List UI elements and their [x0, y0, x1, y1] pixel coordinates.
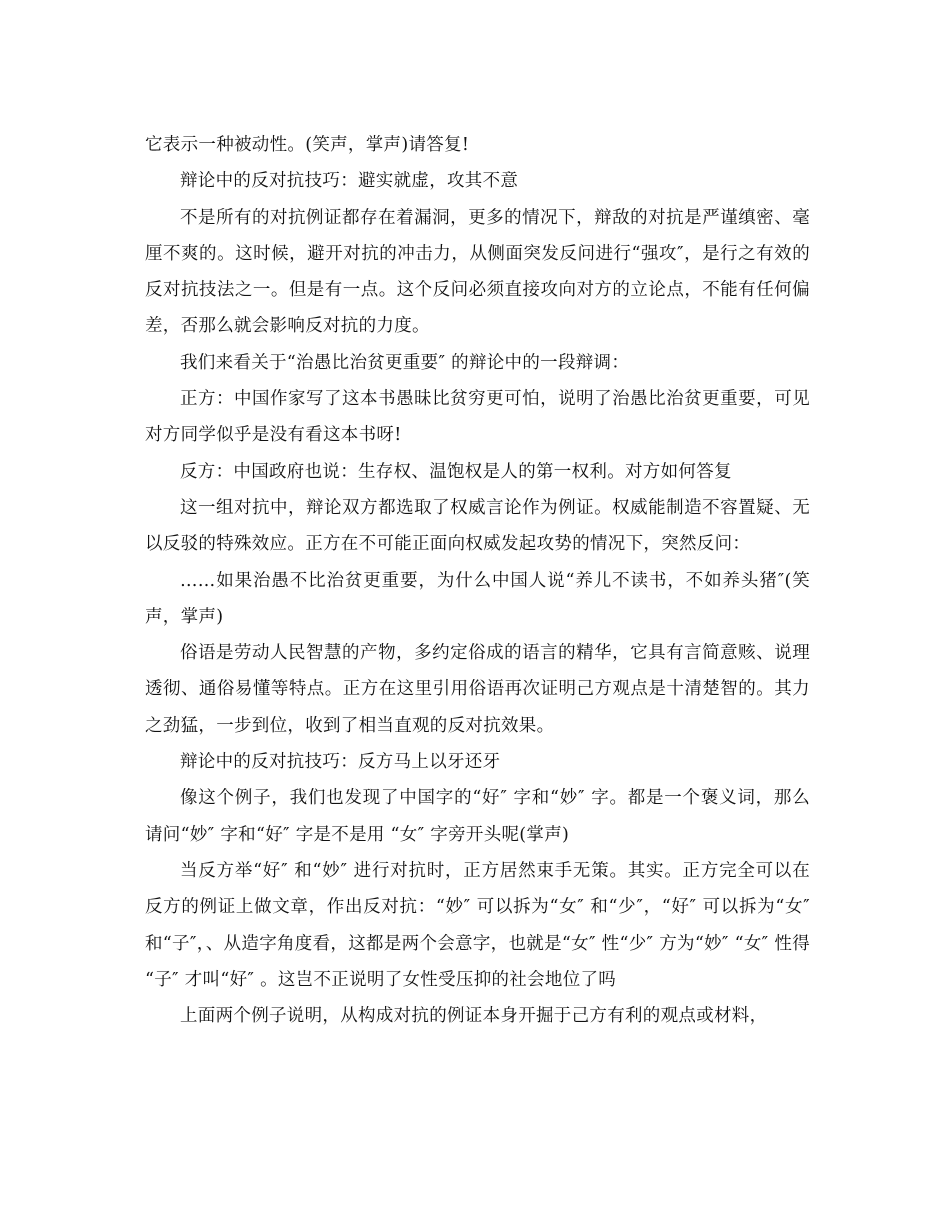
paragraph: 上面两个例子说明，从构成对抗的例证本身开掘于己方有利的观点或材料，	[180, 1006, 768, 1027]
paragraph-affirmative-speech: 正方：中国作家写了这本书愚昧比贫穷更可怕，说明了治愚比治贫更重要，可见对方同学似乎是没有看这本书呀!	[145, 389, 810, 446]
paragraph-quote: ……如果治愚不比治贫更重要，为什么中国人说“养儿不读书，不如养头猪″(笑声，掌声)	[145, 570, 810, 627]
section-heading-retaliate: 辩论中的反对抗技巧：反方马上以牙还牙	[180, 752, 501, 773]
paragraph: 俗语是劳动人民智慧的产物，多约定俗成的语言的精华，它具有言简意赅、说理透彻、通俗易懂等特点。正方在这里引用俗语再次证明己方观点是十清楚智的。其力之劲猛，一步到位，收到了相当直观的反对抗效果。	[145, 643, 810, 736]
document-body	[145, 127, 810, 1034]
paragraph: 不是所有的对抗例证都存在着漏洞，更多的情况下，辩敌的对抗是严谨缜密、毫厘不爽的。这时候，避开对抗的冲击力，从侧面突发反问进行“强攻″，是行之有效的反对抗技法之一。但是有一点。这个反问必须直接攻向对方的立论点，不能有任何偏差，否那么就会影响反对抗的力度。	[145, 207, 810, 337]
paragraph: 这一组对抗中，辩论双方都选取了权威言论作为例证。权威能制造不容置疑、无以反驳的特殊效应。正方在不可能正面向权威发起攻势的情况下，突然反问：	[145, 497, 810, 555]
paragraph: 我们来看关于“治愚比治贫更重要″ 的辩论中的一段辩调：	[180, 352, 630, 373]
paragraph-negative-speech: 反方：中国政府也说：生存权、温饱权是人的第一权利。对方如何答复	[180, 461, 732, 482]
paragraph-continuation: 它表示一种被动性。(笑声，掌声)请答复!	[145, 135, 470, 155]
section-heading-avoid-real: 辩论中的反对抗技巧：避实就虚，攻其不意	[180, 171, 519, 192]
paragraph: 当反方举“好″ 和“妙″ 进行对抗时，正方居然束手无策。其实。正方完全可以在反方的例证上做文章，作出反对抗：“妙″ 可以拆为“女″ 和“少″，“好″ 可以拆为“女″ 和“子″，、从造字角度看，这都是两个会意字，也就是“女″ 性“少″ 方为“妙″ “女″ 性得 “子″ 才叫“好″ 。这岂不正说明了女性受压抑的社会地位了吗	[145, 860, 810, 990]
paragraph: 像这个例子，我们也发现了中国字的“好″ 字和“妙″ 字。都是一个褒义词，那么请问“妙″ 字和“好″ 字是不是用 “女″ 字旁开头呢(掌声)	[145, 788, 810, 845]
